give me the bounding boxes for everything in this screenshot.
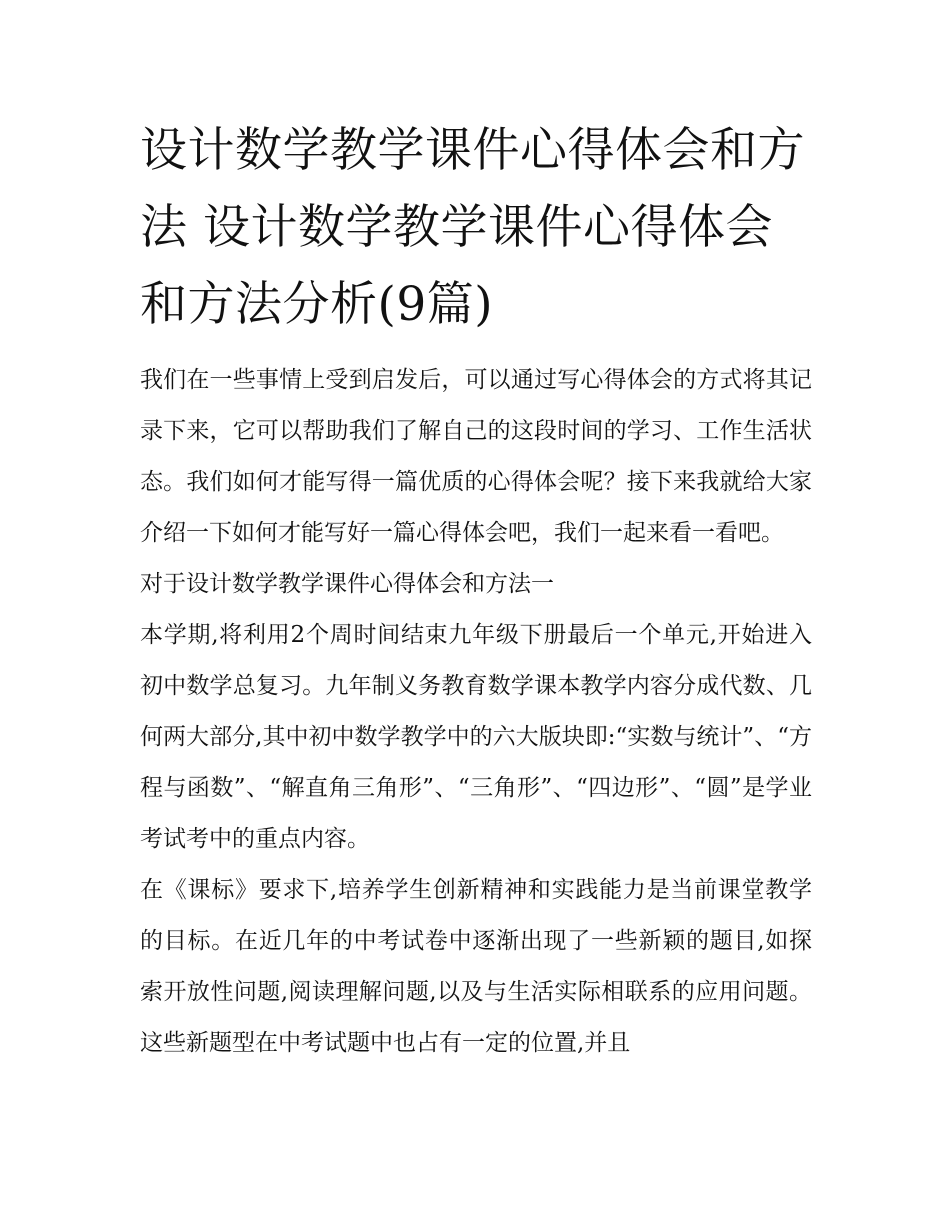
body-paragraph: 在《课标》要求下,培养学生创新精神和实践能力是当前课堂教学的目标。在近几年的中考试卷中逐渐出现了一些新颖的题目,如探索开放性问题,阅读理解问题,以及与生活实际相联系的应用问题。这些新题型在中考试题中也占有一定的位置,并且	[140, 877, 812, 1056]
section-heading: 对于设计数学教学课件心得体会和方法一	[140, 571, 554, 597]
intro-paragraph: 我们在一些事情上受到启发后，可以通过写心得体会的方式将其记录下来，它可以帮助我们了解自己的这段时间的学习、工作生活状态。我们如何才能写得一篇优质的心得体会呢？接下来我就给大家介绍一下如何才能写好一篇心得体会吧，我们一起来看一看吧。	[140, 367, 812, 546]
body-paragraph: 本学期,将利用2个周时间结束九年级下册最后一个单元,开始进入初中数学总复习。九年制义务教育数学课本教学内容分成代数、几何两大部分,其中初中数学教学中的六大版块即:“实数与统计”、“方程与函数”、“解直角三角形”、“三角形”、“四边形”、“圆”是学业考试考中的重点内容。	[140, 622, 812, 852]
document-page	[140, 112, 812, 1069]
document-title: 设计数学教学课件心得体会和方法 设计数学教学课件心得体会和方法分析(9篇)	[140, 123, 805, 332]
